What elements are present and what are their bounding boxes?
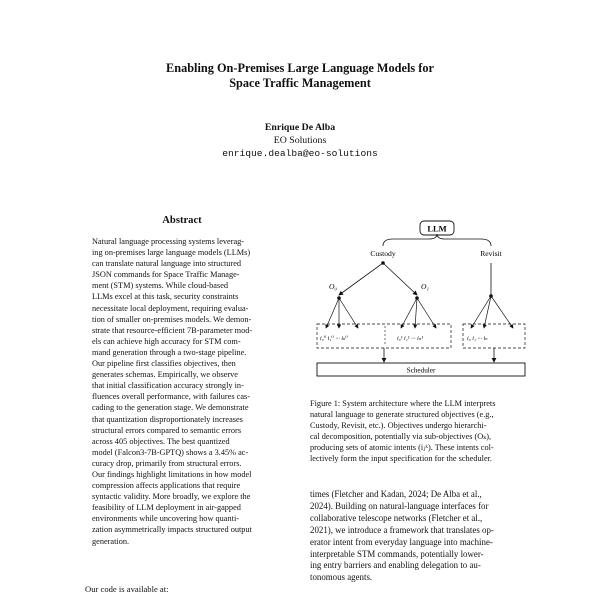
scheduler-label: Scheduler (406, 366, 436, 375)
author-block (0, 121, 600, 160)
abstract-line: tion of smaller on-premises models. We demon- (92, 314, 252, 324)
abstract-line: fluences overall performance, with failures cas- (92, 392, 251, 402)
o1-label: O₁ (420, 282, 430, 291)
abstract-line: els can achieve high accuracy for STM com- (92, 336, 241, 346)
abstract-line: zation asymmetrically impacts structured output (92, 525, 252, 535)
title-line-2: Space Traffic Management (229, 76, 371, 90)
edge-custody-o0 (339, 263, 383, 295)
edge-revisit-leaf (484, 296, 491, 328)
abstract-line: mand generation through a two-stage pipeline. (92, 347, 247, 357)
edge-revisit-leaf (491, 296, 513, 328)
abstract-line: JSON commands for Space Traffic Manage- (92, 270, 240, 280)
abstract-line: across 405 objectives. The best quantized (92, 436, 230, 446)
caption-line: lectively form the input specification for the scheduler. (310, 454, 493, 464)
code-availability: Our code is available at: (85, 584, 169, 594)
edge-o1-leaf (401, 298, 417, 328)
abstract-line: generates schemas. Empirically, we observe (92, 370, 238, 380)
abstract-line: structural errors compared to semantic errors (92, 425, 242, 435)
caption-line: producing sets of atomic intents (iⱼᵏ). These intents col- (310, 443, 494, 453)
intent-set-revisit: i₀ i₁ ··· iₙ (467, 336, 488, 342)
edge-custody-o1 (383, 263, 417, 295)
abstract-line: model (Falcon3-7B-GPTQ) shows a 3.45% ac- (92, 447, 249, 457)
abstract-line: syntactic validity. More broadly, we explore the (92, 492, 251, 502)
architecture-diagram (303, 212, 541, 386)
abstract-line: ing on-premises large language models (LLMs) (92, 248, 251, 258)
body-line: 2021), we introduce a framework that translates op- (310, 524, 494, 535)
intent-set-o0: i₀⁰ i₁⁰ ··· iₙ⁰ (320, 336, 348, 342)
abstract-line: feasibility of LLM deployment in air-gapped (92, 503, 241, 513)
caption-line: Custody, Revisit, etc.). Objectives undergo hierarchi- (310, 421, 487, 431)
intro-continuation (310, 489, 538, 584)
abstract-line: environments while uncovering how quanti- (92, 514, 240, 524)
edge-revisit-leaf (471, 296, 491, 328)
title-line-1: Enabling On-Premises Large Language Models for (166, 61, 434, 75)
objective-brace (383, 234, 491, 246)
revisit-label: Revisit (480, 249, 502, 258)
body-line: 2024). Building on natural-language interfaces for (310, 500, 489, 511)
edge-o0-leaf (339, 298, 358, 328)
abstract-heading: Abstract (162, 215, 202, 226)
abstract-line: generation. (92, 536, 130, 546)
custody-label: Custody (370, 249, 396, 258)
abstract-body (92, 236, 273, 547)
caption-line: Figure 1: System architecture where the LLM interprets (310, 399, 496, 408)
intent-set-o1: i₀¹ i₁¹ ··· iₙ¹ (397, 336, 424, 342)
abstract-line: necessitate local deployment, requiring evalua- (92, 303, 249, 313)
author-name: Enrique De Alba (264, 122, 336, 133)
llm-label: LLM (427, 223, 447, 234)
abstract-line: curacy drop, primarily from structural errors. (92, 458, 242, 468)
abstract-line: LLMs excel at this task, security constraints (92, 292, 239, 302)
edge-o0-leaf (326, 298, 339, 328)
body-line: erator intent from everyday language into machine- (310, 536, 493, 547)
author-email[interactable]: enrique.dealba@eo-solutions (222, 148, 378, 159)
caption-line: natural language to generate structured objectives (e.g., (310, 410, 494, 420)
paper-title (0, 61, 600, 91)
abstract-line: that initial classification accuracy strongly in- (92, 381, 244, 391)
abstract-line: cading to the generation stage. We demonstrate (92, 403, 249, 413)
body-line: ing entry barriers and enabling delegation to au- (310, 560, 481, 571)
edge-o1-leaf (417, 298, 436, 328)
abstract-line: that quantization disproportionately increases (92, 414, 243, 424)
body-line: times (Fletcher and Kadan, 2024; De Alba et al., (310, 489, 482, 499)
caption-line: cal decomposition, potentially via sub-objectives (Oₖ), (310, 432, 492, 442)
o0-label: O₀ (328, 282, 338, 291)
edge-o1-leaf (415, 298, 417, 328)
abstract-line: Our findings highlight limitations in how model (92, 469, 252, 479)
abstract-line: ment (STM) systems. While cloud-based (92, 281, 229, 291)
author-affiliation: EO Solutions (273, 135, 327, 146)
abstract-line: can translate natural language into structured (92, 259, 242, 269)
abstract-line: Our pipeline first classifies objectives, then (92, 359, 236, 369)
architecture-figure (303, 212, 541, 386)
abstract-line: compression affects applications that require (92, 481, 241, 491)
body-line: interpretable STM commands, potentially lower- (310, 548, 484, 559)
body-line: tonomous agents. (310, 572, 373, 583)
abstract-line: Natural language processing systems leverag- (92, 237, 245, 246)
abstract-line: strate that resource-efficient 7B-parameter mod- (92, 325, 253, 335)
body-line: collaborative telescope networks (Fletcher et al., (310, 512, 483, 523)
figure-caption (310, 398, 538, 465)
